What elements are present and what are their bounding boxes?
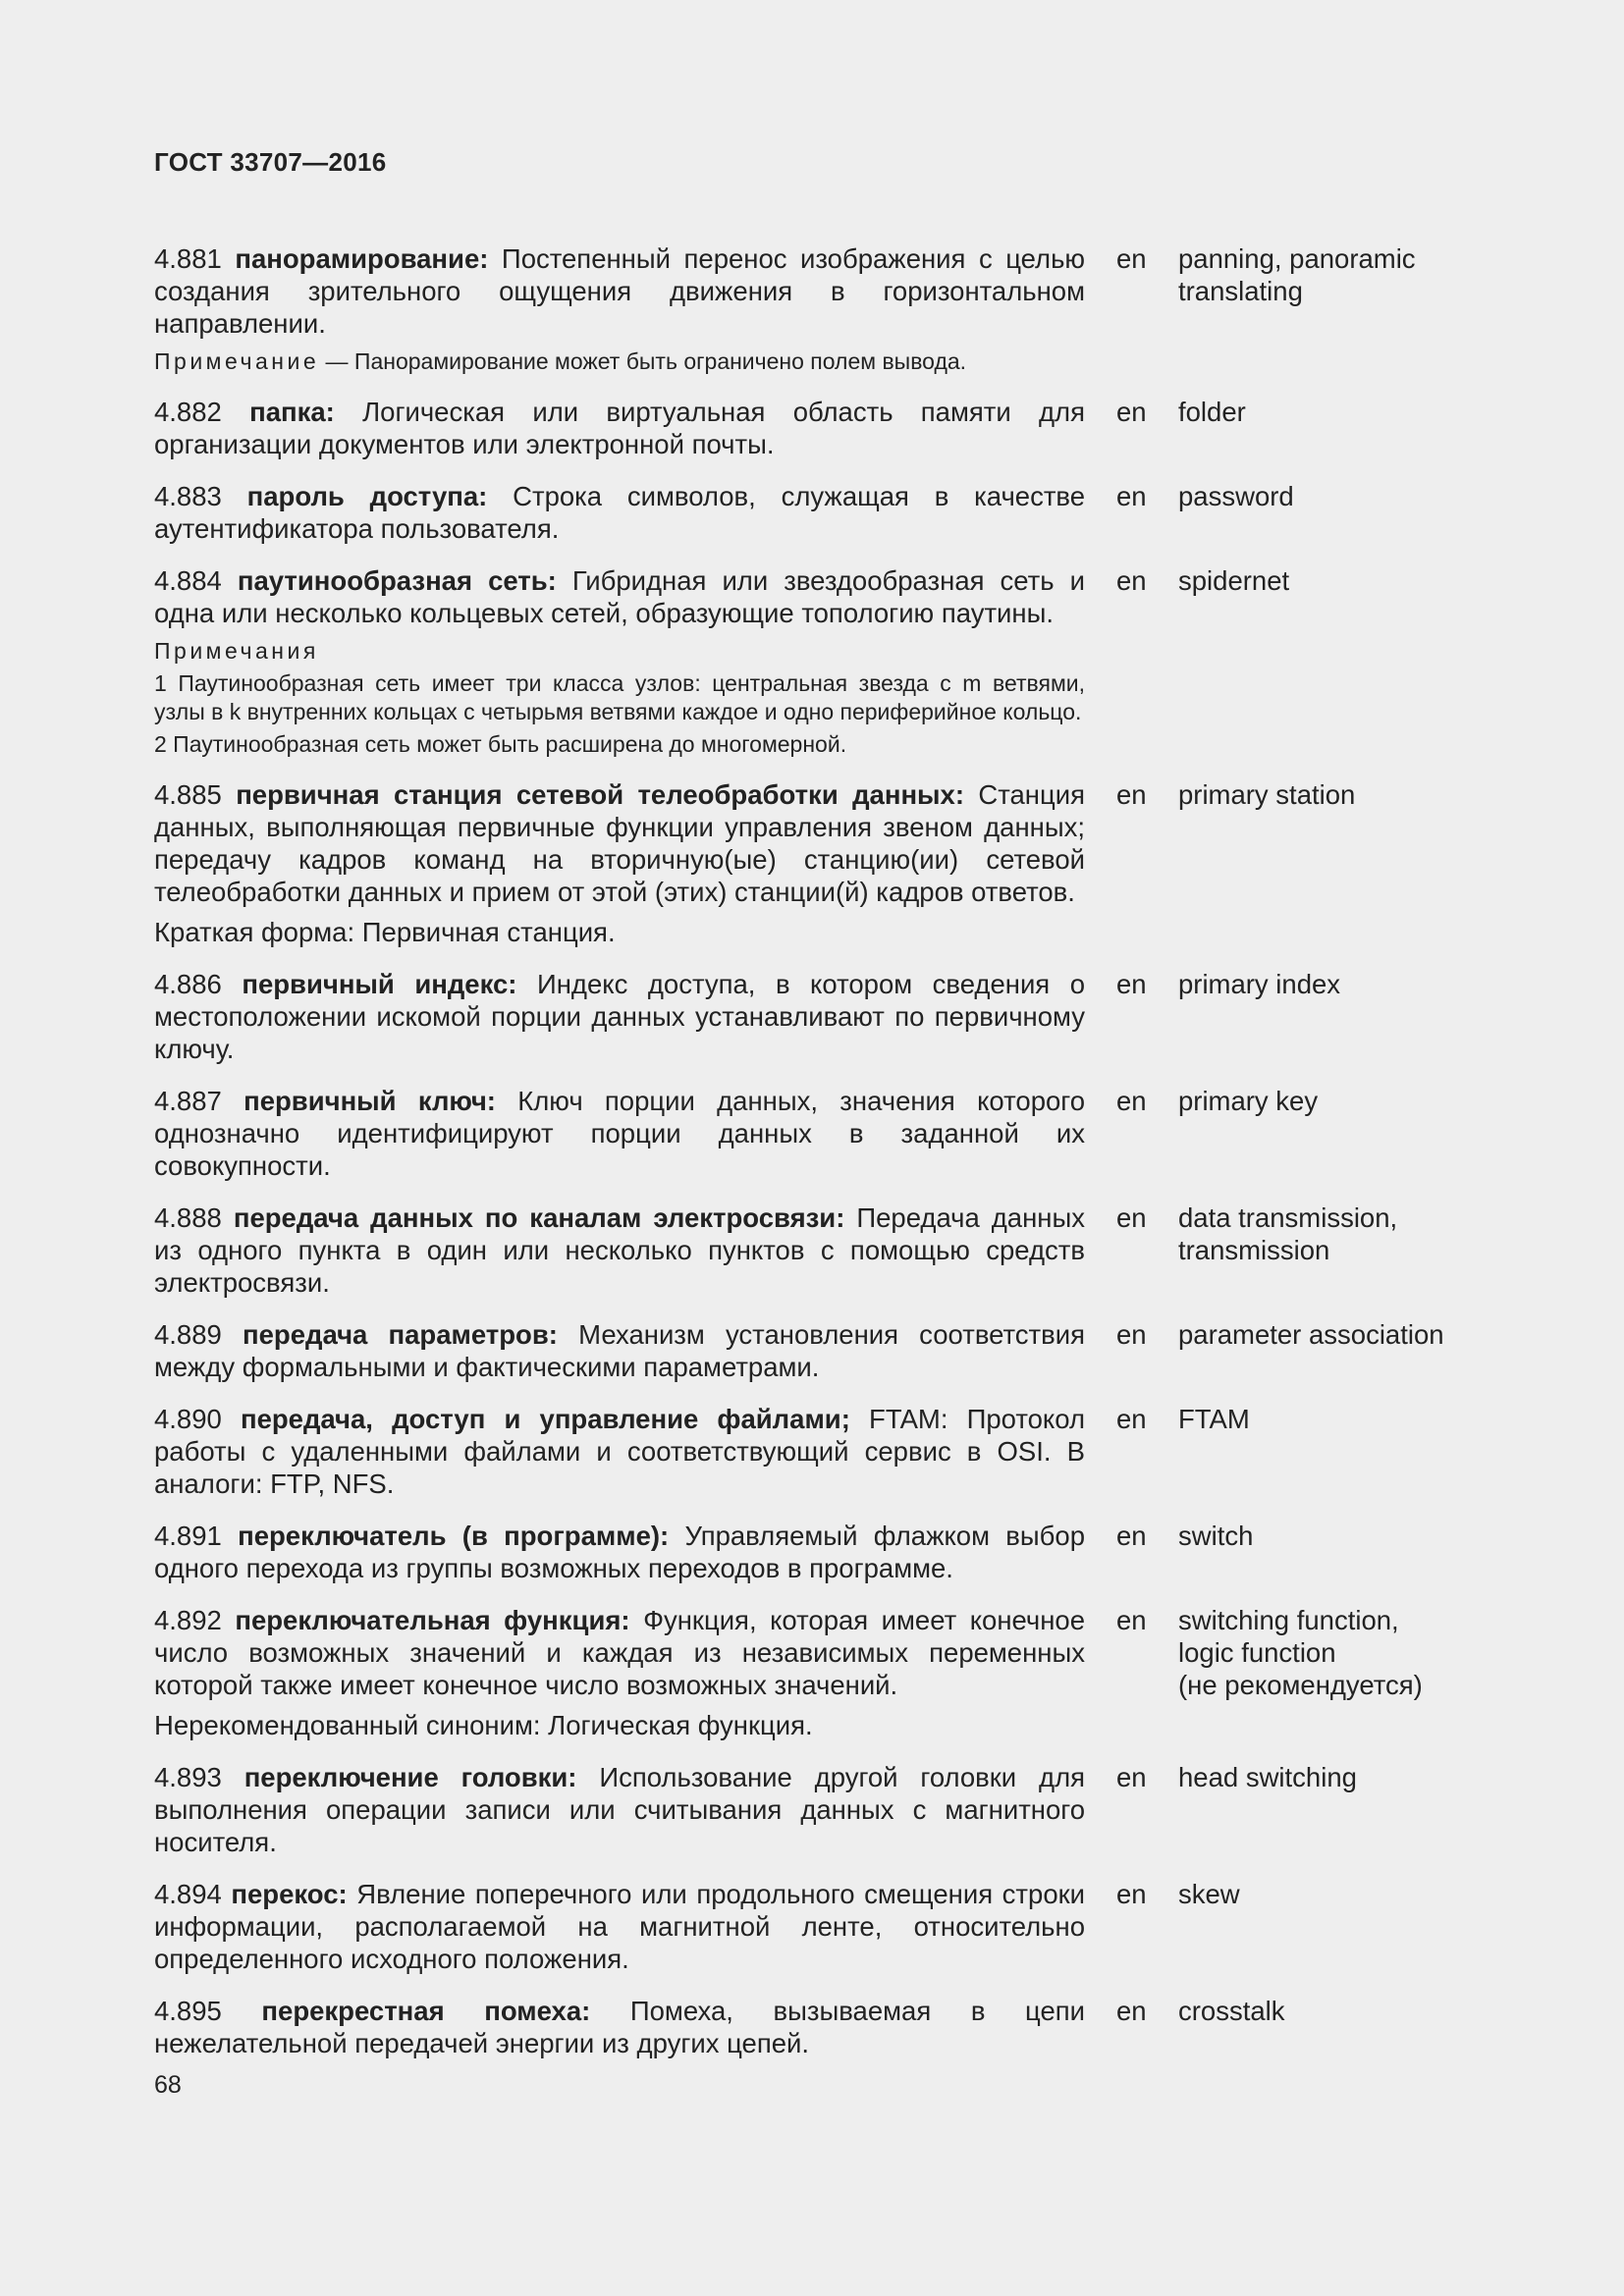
- term-row: [154, 1403, 1470, 1500]
- term-name: первичный индекс:: [242, 969, 517, 999]
- term-number: 4.883: [154, 481, 222, 511]
- term-row: [154, 1318, 1470, 1383]
- term-row: [154, 1085, 1470, 1182]
- english-equivalent: FTAM: [1178, 1404, 1250, 1434]
- english-equivalent: spidernet: [1178, 565, 1290, 596]
- term-entry: [154, 242, 1470, 376]
- term-entry: [154, 1520, 1470, 1584]
- english-equivalent: data transmission, transmission: [1178, 1202, 1398, 1265]
- language-code: en: [1116, 1319, 1147, 1350]
- term-definition: [154, 778, 1085, 908]
- term-text: Управляемый флажком выбор одного перехода из группы возможных переходов в программе.: [154, 1521, 1085, 1583]
- term-number: 4.888: [154, 1202, 222, 1233]
- language-code: en: [1116, 969, 1147, 999]
- note-text: — Панорамирование может быть ограничено полем вывода.: [319, 348, 967, 374]
- term-entry: [154, 968, 1470, 1065]
- term-text: Явление поперечного или продольного смещения строки информации, располагаемой на магнитной ленте, относительно определенного исходного положения.: [154, 1879, 1086, 1974]
- english-equivalent: password: [1178, 481, 1294, 511]
- term-text: Передача данных из одного пункта в один или несколько пунктов с помощью средств электросвязи.: [154, 1202, 1085, 1298]
- term-name: первичный ключ:: [244, 1086, 496, 1116]
- english-equivalent: skew: [1178, 1879, 1240, 1909]
- term-text: Функция, которая имеет конечное число возможных значений и каждая из независимых переменных которой также имеет конечное число возможных значений.: [154, 1605, 1086, 1700]
- note-label: Примечание: [154, 348, 320, 374]
- term-row: [154, 1201, 1470, 1299]
- term-entry: [154, 480, 1470, 545]
- language-code: en: [1116, 1404, 1147, 1434]
- term-name: папка:: [249, 397, 335, 427]
- term-text: FTAM: Протокол работы с удаленными файлами и соответствующий сервис в OSI. В аналоги: FTP, NFS.: [154, 1404, 1086, 1499]
- term-text: Помеха, вызываемая в цепи нежелательной передачей энергии из других цепей.: [154, 1996, 1085, 2058]
- term-number: 4.889: [154, 1319, 222, 1350]
- language-code: en: [1116, 1202, 1147, 1233]
- term-row: [154, 1761, 1470, 1858]
- english-equivalent: primary key: [1178, 1086, 1319, 1116]
- term-number: 4.894: [154, 1879, 222, 1909]
- page-number: 68: [154, 2071, 182, 2099]
- term-row: [154, 778, 1470, 908]
- english-equivalent: panning, panoramic translating: [1178, 243, 1416, 306]
- term-number: 4.892: [154, 1605, 222, 1635]
- term-note: [154, 347, 1085, 376]
- term-definition: [154, 1995, 1085, 2059]
- term-definition: [154, 480, 1085, 545]
- term-entry: [154, 564, 1470, 759]
- term-text: Гибридная или звездообразная сеть и одна или несколько кольцевых сетей, образующие топологию паутины.: [154, 565, 1086, 628]
- term-entry: [154, 778, 1470, 948]
- term-definition: [154, 968, 1085, 1065]
- term-name: панорамирование:: [235, 243, 489, 274]
- term-name: переключательная функция:: [235, 1605, 630, 1635]
- language-code: en: [1116, 481, 1147, 511]
- term-definition: [154, 1403, 1085, 1500]
- term-name: передача, доступ и управление файлами;: [240, 1404, 850, 1434]
- term-text: Строка символов, служащая в качестве аутентификатора пользователя.: [154, 481, 1086, 544]
- english-equivalent: head switching: [1178, 1762, 1357, 1792]
- term-entry: [154, 1085, 1470, 1182]
- english-equivalent: switch: [1178, 1521, 1254, 1551]
- term-number: 4.887: [154, 1086, 222, 1116]
- term-entry: [154, 1878, 1470, 1975]
- term-entry: [154, 1403, 1470, 1500]
- term-definition: [154, 564, 1085, 629]
- term-number: 4.891: [154, 1521, 222, 1551]
- term-entry: [154, 1995, 1470, 2059]
- term-row: [154, 564, 1470, 629]
- term-row: [154, 480, 1470, 545]
- term-name: переключение головки:: [244, 1762, 577, 1792]
- term-row: [154, 396, 1470, 460]
- term-row: [154, 1878, 1470, 1975]
- term-number: 4.884: [154, 565, 222, 596]
- english-equivalent: crosstalk: [1178, 1996, 1285, 2026]
- language-code: en: [1116, 1762, 1147, 1792]
- term-definition: [154, 1520, 1085, 1584]
- term-text: Ключ порции данных, значения которого однозначно идентифицируют порции данных в заданной их совокупности.: [154, 1086, 1085, 1181]
- term-text: Использование другой головки для выполнения операции записи или считывания данных с магнитного носителя.: [154, 1762, 1086, 1857]
- term-name: пароль доступа:: [246, 481, 488, 511]
- term-entry: [154, 396, 1470, 460]
- language-code: en: [1116, 243, 1147, 274]
- document-header: ГОСТ 33707—2016: [154, 147, 387, 177]
- term-number: 4.893: [154, 1762, 222, 1792]
- term-number: 4.895: [154, 1996, 222, 2026]
- term-text: Индекс доступа, в котором сведения о местоположении искомой порции данных устанавливают по первичному ключу.: [154, 969, 1085, 1064]
- term-name: передача параметров:: [243, 1319, 558, 1350]
- term-number: 4.882: [154, 397, 222, 427]
- term-text: Логическая или виртуальная область памяти для организации документов или электронной почты.: [154, 397, 1085, 459]
- note-item: 1 Паутинообразная сеть имеет три класса узлов: центральная звезда с m ветвями, узлы в k внутренних кольцах с четырьмя ветвями каждое и одно периферийное кольцо.: [154, 670, 1085, 724]
- language-code: en: [1116, 1996, 1147, 2026]
- term-extra: Нерекомендованный синоним: Логическая функция.: [154, 1710, 813, 1740]
- note-item: 2 Паутинообразная сеть может быть расширена до многомерной.: [154, 731, 847, 757]
- english-equivalent: primary station: [1178, 779, 1356, 810]
- language-code: en: [1116, 565, 1147, 596]
- term-extra: Краткая форма: Первичная станция.: [154, 917, 616, 947]
- language-code: en: [1116, 1521, 1147, 1551]
- term-text: Механизм установления соответствия между формальными и фактическими параметрами.: [154, 1319, 1086, 1382]
- term-row: [154, 1604, 1470, 1701]
- english-equivalent: parameter association: [1178, 1319, 1444, 1350]
- term-text: Станция данных, выполняющая первичные функции управления звеном данных; передачу кадров команд на вторичную(ые) станцию(ии) сетевой телеобработки данных и прием от этой (этих) станции(й) кадров ответов.: [154, 779, 1085, 907]
- english-equivalent: folder: [1178, 397, 1246, 427]
- language-code: en: [1116, 1086, 1147, 1116]
- term-name: паутинообразная сеть:: [237, 565, 557, 596]
- term-name: перекрестная помеха:: [261, 1996, 591, 2026]
- term-entry: [154, 1201, 1470, 1299]
- term-row: [154, 1995, 1470, 2059]
- term-entry: [154, 1761, 1470, 1858]
- language-code: en: [1116, 1605, 1147, 1635]
- term-row: [154, 968, 1470, 1065]
- term-entry: [154, 1604, 1470, 1741]
- term-definition: [154, 242, 1085, 340]
- language-code: en: [1116, 779, 1147, 810]
- term-name: передача данных по каналам электросвязи:: [233, 1202, 845, 1233]
- language-code: en: [1116, 1879, 1147, 1909]
- term-entry: [154, 1318, 1470, 1383]
- term-text: Постепенный перенос изображения с целью создания зрительного ощущения движения в горизонтальном направлении.: [154, 243, 1086, 339]
- term-name: первичная станция сетевой телеобработки данных:: [236, 779, 964, 810]
- term-number: 4.881: [154, 243, 222, 274]
- english-equivalent: primary index: [1178, 969, 1341, 999]
- term-number: 4.886: [154, 969, 222, 999]
- term-entries: [154, 242, 1470, 2079]
- term-definition: [154, 1878, 1085, 1975]
- term-definition: [154, 1761, 1085, 1858]
- term-definition: [154, 1318, 1085, 1383]
- term-name: перекос:: [231, 1879, 348, 1909]
- language-code: en: [1116, 397, 1147, 427]
- term-number: 4.885: [154, 779, 222, 810]
- term-definition: [154, 1085, 1085, 1182]
- english-equivalent: switching function, logic function (не рекомендуется): [1178, 1605, 1423, 1700]
- term-name: переключатель (в программе):: [238, 1521, 670, 1551]
- term-definition: [154, 1201, 1085, 1299]
- notes-label: Примечания: [154, 638, 319, 664]
- term-row: [154, 242, 1470, 340]
- term-row: [154, 1520, 1470, 1584]
- term-number: 4.890: [154, 1404, 222, 1434]
- term-definition: [154, 1604, 1085, 1701]
- term-definition: [154, 396, 1085, 460]
